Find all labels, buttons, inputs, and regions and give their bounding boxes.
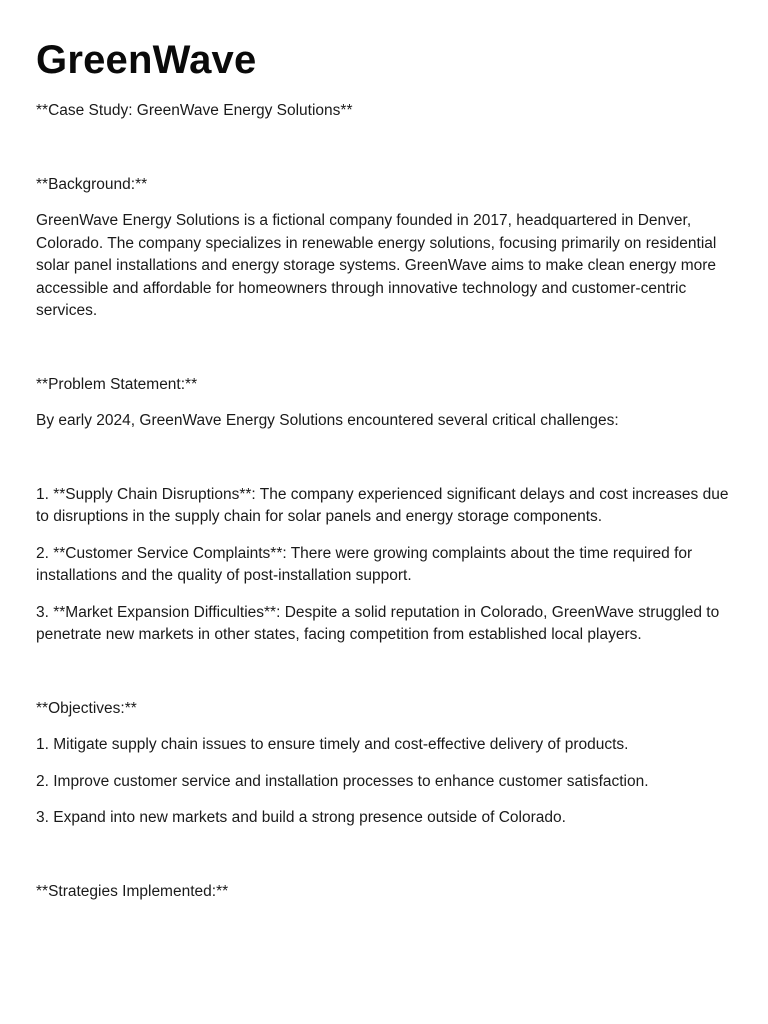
case-study-subtitle: **Case Study: GreenWave Energy Solutions** xyxy=(36,102,353,119)
problem-item: 1. **Supply Chain Disruptions**: The company experienced significant delays and cost increases due to disruptions in the supply chain for solar panels and energy storage components. xyxy=(36,485,729,525)
background-heading: **Background:** xyxy=(36,175,148,193)
problem-intro: By early 2024, GreenWave Energy Solutions encountered several critical challenges: xyxy=(36,412,619,429)
problem-item: 3. **Market Expansion Difficulties**: Despite a solid reputation in Colorado, GreenWave struggled to penetrate new markets in other states, facing competition from established local players. xyxy=(36,603,720,643)
strategies-heading: **Strategies Implemented:** xyxy=(36,882,229,900)
objective-item: 3. Expand into new markets and build a strong presence outside of Colorado. xyxy=(36,809,566,826)
document-page xyxy=(36,0,736,903)
objectives-heading: **Objectives:** xyxy=(36,699,137,717)
problem-heading: **Problem Statement:** xyxy=(36,375,198,393)
objective-item: 1. Mitigate supply chain issues to ensure timely and cost-effective delivery of products. xyxy=(36,736,629,753)
problem-item: 2. **Customer Service Complaints**: There were growing complaints about the time required for installations and the quality of post-installation support. xyxy=(36,544,693,584)
background-paragraph: GreenWave Energy Solutions is a fictional company founded in 2017, headquartered in Denver, Colorado. The company specializes in renewable energy solutions, focusing primarily on residential solar panel installations and energy storage systems. GreenWave aims to make clean energy more accessible and affordable for homeowners through innovative technology and customer-centric services. xyxy=(36,212,717,319)
objective-item: 2. Improve customer service and installation processes to enhance customer satisfaction. xyxy=(36,772,649,790)
page-title: GreenWave xyxy=(36,38,257,82)
